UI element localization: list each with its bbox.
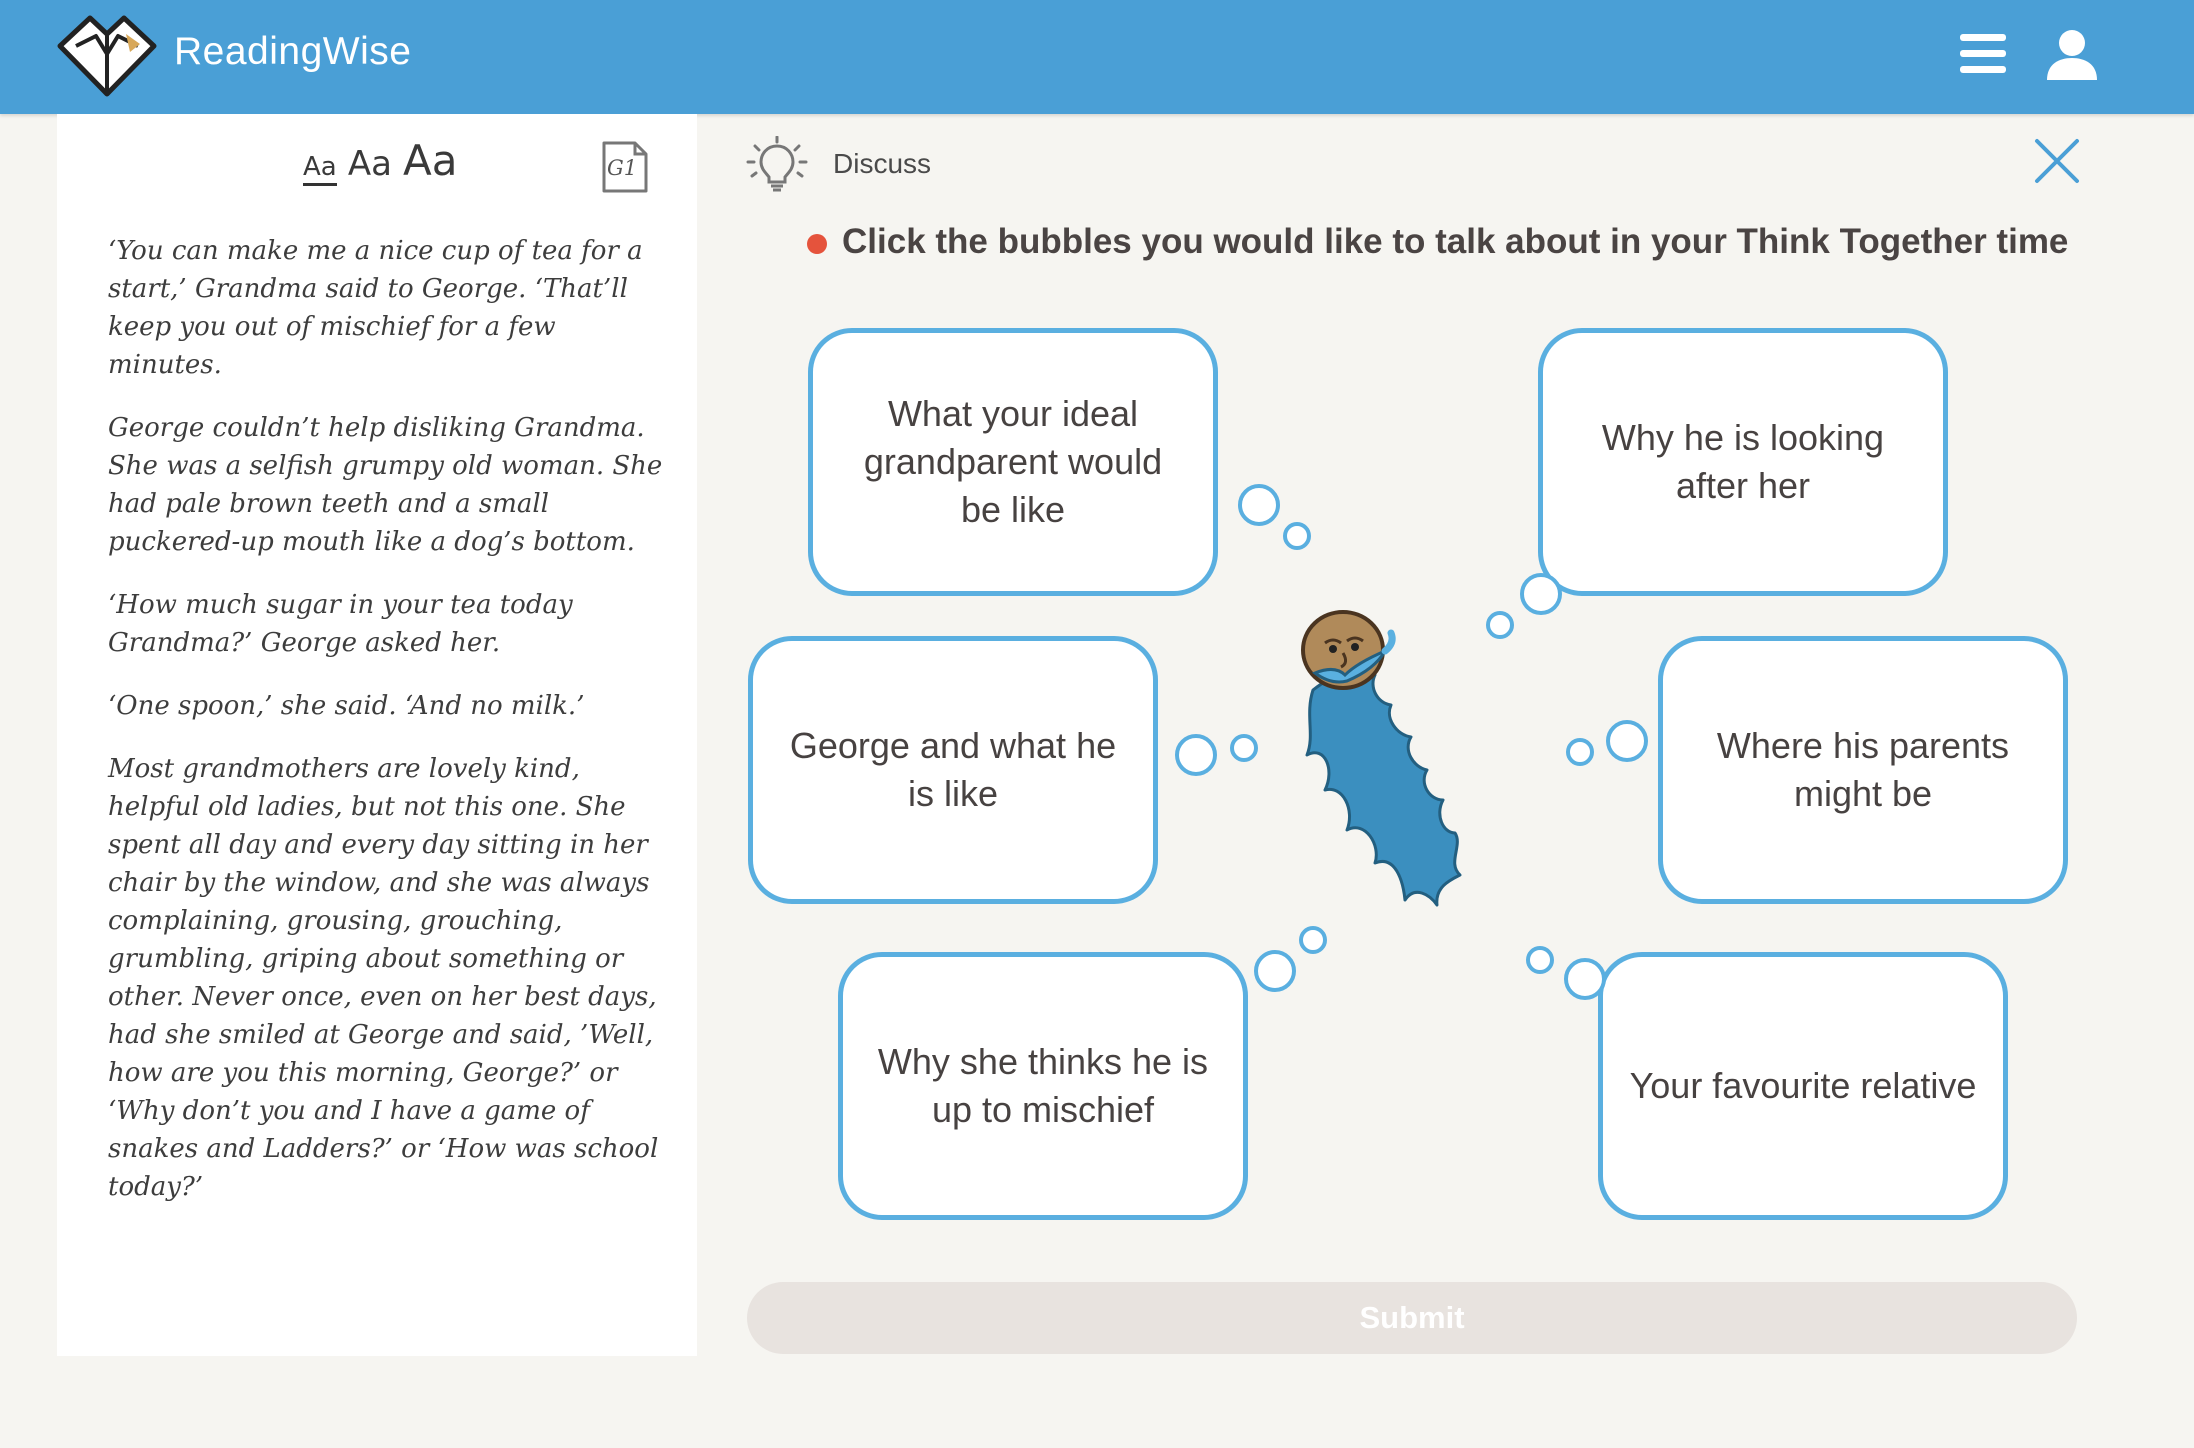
discuss-label: Discuss bbox=[833, 148, 932, 179]
bearded-character-illustration bbox=[1285, 595, 1535, 915]
thought-circle bbox=[1230, 734, 1258, 762]
submit-button[interactable]: Submit bbox=[747, 1282, 2077, 1354]
close-icon[interactable] bbox=[2034, 138, 2080, 184]
bubble-george-character[interactable]: George and what he is like bbox=[748, 636, 1158, 904]
lightbulb-icon bbox=[746, 136, 808, 192]
instruction-text bbox=[806, 222, 2106, 262]
thought-circle bbox=[1606, 720, 1648, 762]
reading-panel bbox=[57, 114, 697, 1356]
passage-paragraph: ‘How much sugar in your tea today Grandma?’ George asked her. bbox=[108, 590, 573, 658]
top-navigation-bar bbox=[0, 0, 2194, 114]
hamburger-menu-icon[interactable] bbox=[1960, 34, 2006, 74]
thought-circle bbox=[1299, 926, 1327, 954]
bubble-up-to-mischief[interactable]: Why she thinks he is up to mischief bbox=[838, 952, 1248, 1220]
bubble-looking-after-her[interactable]: Why he is looking after her bbox=[1538, 328, 1948, 596]
font-size-small-option[interactable]: Aa bbox=[303, 151, 337, 186]
bubble-ideal-grandparent[interactable]: What your ideal grandparent would be like bbox=[808, 328, 1218, 596]
font-size-large-option[interactable]: Aa bbox=[403, 136, 458, 185]
font-size-medium-option[interactable]: Aa bbox=[347, 144, 392, 184]
thought-circle bbox=[1564, 958, 1606, 1000]
passage-paragraph: ‘One spoon,’ she said. ‘And no milk.’ bbox=[108, 691, 585, 721]
thought-circle bbox=[1238, 484, 1280, 526]
bubble-favourite-relative[interactable]: Your favourite relative bbox=[1598, 952, 2008, 1220]
thought-circle bbox=[1175, 734, 1217, 776]
story-passage bbox=[108, 232, 668, 1231]
thought-circle bbox=[1526, 946, 1554, 974]
passage-paragraph: ‘You can make me a nice cup of tea for a start,’ Grandma said to George. ‘That’ll keep you out of mischief for a few minutes. bbox=[108, 236, 643, 380]
user-icon[interactable] bbox=[2045, 28, 2099, 82]
logo-icon[interactable] bbox=[56, 14, 158, 98]
instruction-label: Click the bubbles you would like to talk about in your Think Together time bbox=[842, 222, 2069, 261]
thought-circle bbox=[1254, 950, 1296, 992]
grade-button[interactable] bbox=[601, 140, 649, 194]
thought-circle bbox=[1566, 738, 1594, 766]
bubble-where-parents[interactable]: Where his parents might be bbox=[1658, 636, 2068, 904]
font-size-selector bbox=[303, 136, 463, 186]
thought-circle bbox=[1283, 522, 1311, 550]
grade-label: G1 bbox=[607, 156, 638, 180]
app-title: ReadingWise bbox=[174, 30, 412, 73]
passage-paragraph: Most grandmothers are lovely kind, helpful old ladies, but not this one. She spent all day and every day sitting in her chair by the window, and she was always complaining, grousing, grouching, grumbling, griping about something or other. Never once, even on her best days, had she smiled at George and said, ’Well, how are you this morning, George?’ or ‘Why don’t you and I have a game of snakes and Ladders?’ or ‘How was school today?’ bbox=[108, 754, 659, 1202]
passage-paragraph: George couldn’t help disliking Grandma. She was a selfish grumpy old woman. She had pale brown teeth and a small puckered-up mouth like a dog’s bottom. bbox=[108, 413, 663, 557]
